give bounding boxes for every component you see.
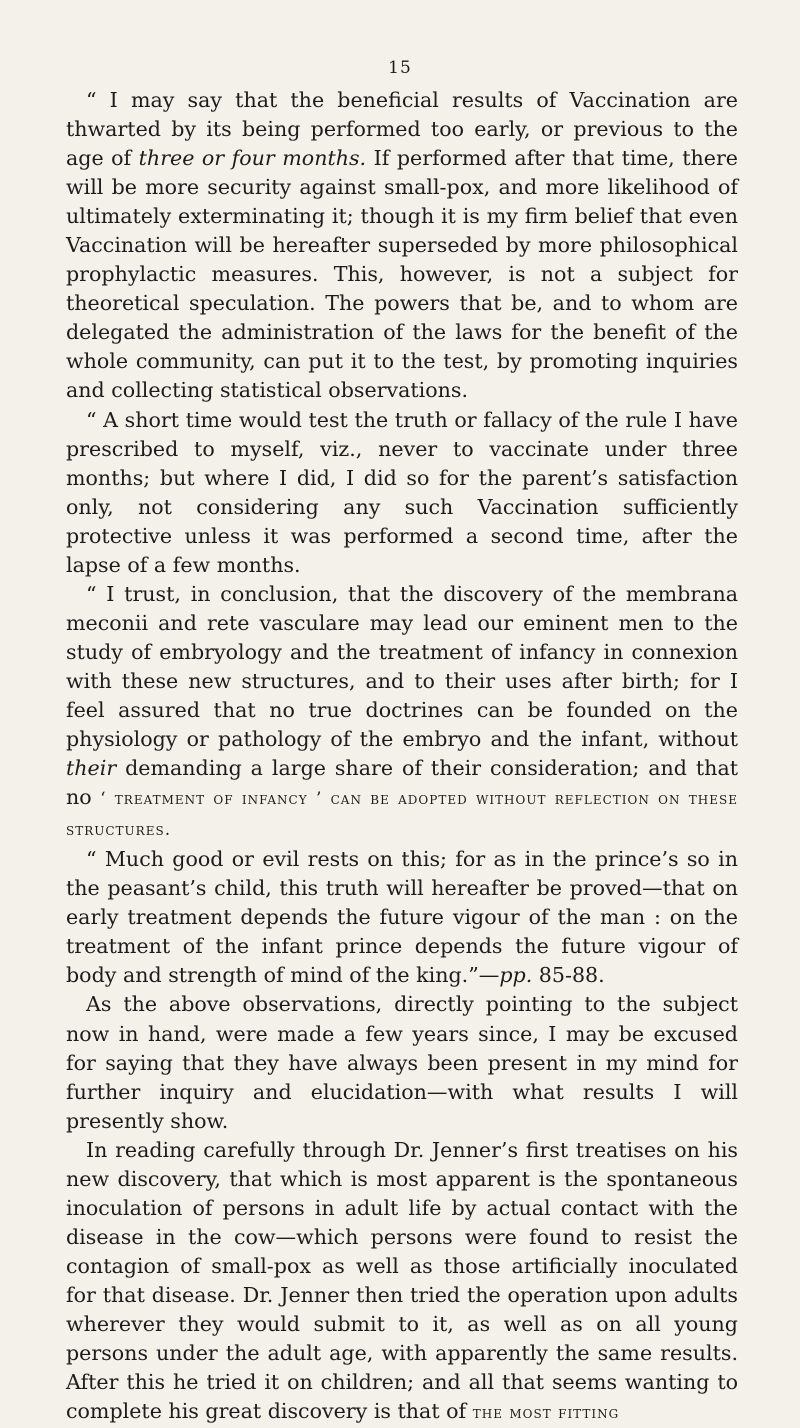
paragraph-6 [66,1136,738,1428]
text-segment: If performed after that time, there will be more security against small-pox, and more likelihood of ultimately exterminating it; though it is my firm belief that even Vaccination will be hereafter superseded by more philosophical prophylactic measures. This, however, is not a subject for theoretical speculation. The powers that be, and to whom are delegated the administration of the laws for the benefit of the whole community, can put it to the test, by promoting inquiries and collecting statistical observations. [66,146,738,403]
text-segment: “ I may say that the beneficial results of Vaccination are thwarted by its being performed too early, or previous to the age of [66,88,738,171]
italic-segment: three or four months. [138,146,367,171]
italic-segment: their [66,756,117,781]
small-caps-segment: the most fitting [472,1403,620,1424]
text-segment: As the above observations, directly pointing to the subject now in hand, were made a few years since, I may be excused for saying that they have always been present in my mind for further inquiry and elucidation—with what results I will presently show. [66,992,738,1133]
paragraph-5 [66,990,738,1135]
italic-segment: pp. [499,963,533,988]
page-number: 15 [388,58,412,78]
paragraph-3 [66,580,738,845]
text-segment: “ I trust, in conclusion, that the discovery of the membrana meconii and rete vasculare may lead our eminent men to the study of embryology and the treatment of infancy in connexion with these new structures, and to their uses after birth; for I feel assured that no true doctrines can be founded on the physiology or pathology of the embryo and the infant, without [66,581,738,752]
small-caps-segment: ‘ treatment of infancy ’ can be adopted without reflection on these structures. [66,789,738,841]
text-segment: 85-88. [532,963,605,988]
text-segment: “ Much good or evil rests on this; for as in the prince’s so in the peasant’s child, this truth will hereafter be proved—that on early treatment depends the future vigour of the man : on the treatment of the infant prince depends the future vigour of body and strength of mind of the king.”— [66,847,738,988]
paragraph-1 [66,86,738,406]
text-segment: demanding a large share of their consideration; and that no [66,756,738,810]
text-segment: In reading carefully through Dr. Jenner’s first treatises on his new discovery, that which is most apparent is the spontaneous inoculation of persons in adult life by actual contact with the disease in the cow—which persons were found to resist the contagion of small-pox as well as those artificially inoculated for that disease. Dr. Jenner then tried the operation upon adults wherever they would submit to it, as well as on all young persons under the adult age, with apparently the same results. After this he tried it on children; and all that seems wanting to complete his great discovery is that of [66,1137,738,1424]
paragraph-2 [66,406,738,580]
paragraph-4 [66,845,738,990]
body-text [66,86,738,1428]
text-segment: “ A short time would test the truth or fallacy of the rule I have prescribed to myself, viz., never to vaccinate under three months; but where I did, I did so for the parent’s satisfaction only, not considering any such Vaccination sufficiently protective unless it was performed a second time, after the lapse of a few months. [66,407,738,577]
